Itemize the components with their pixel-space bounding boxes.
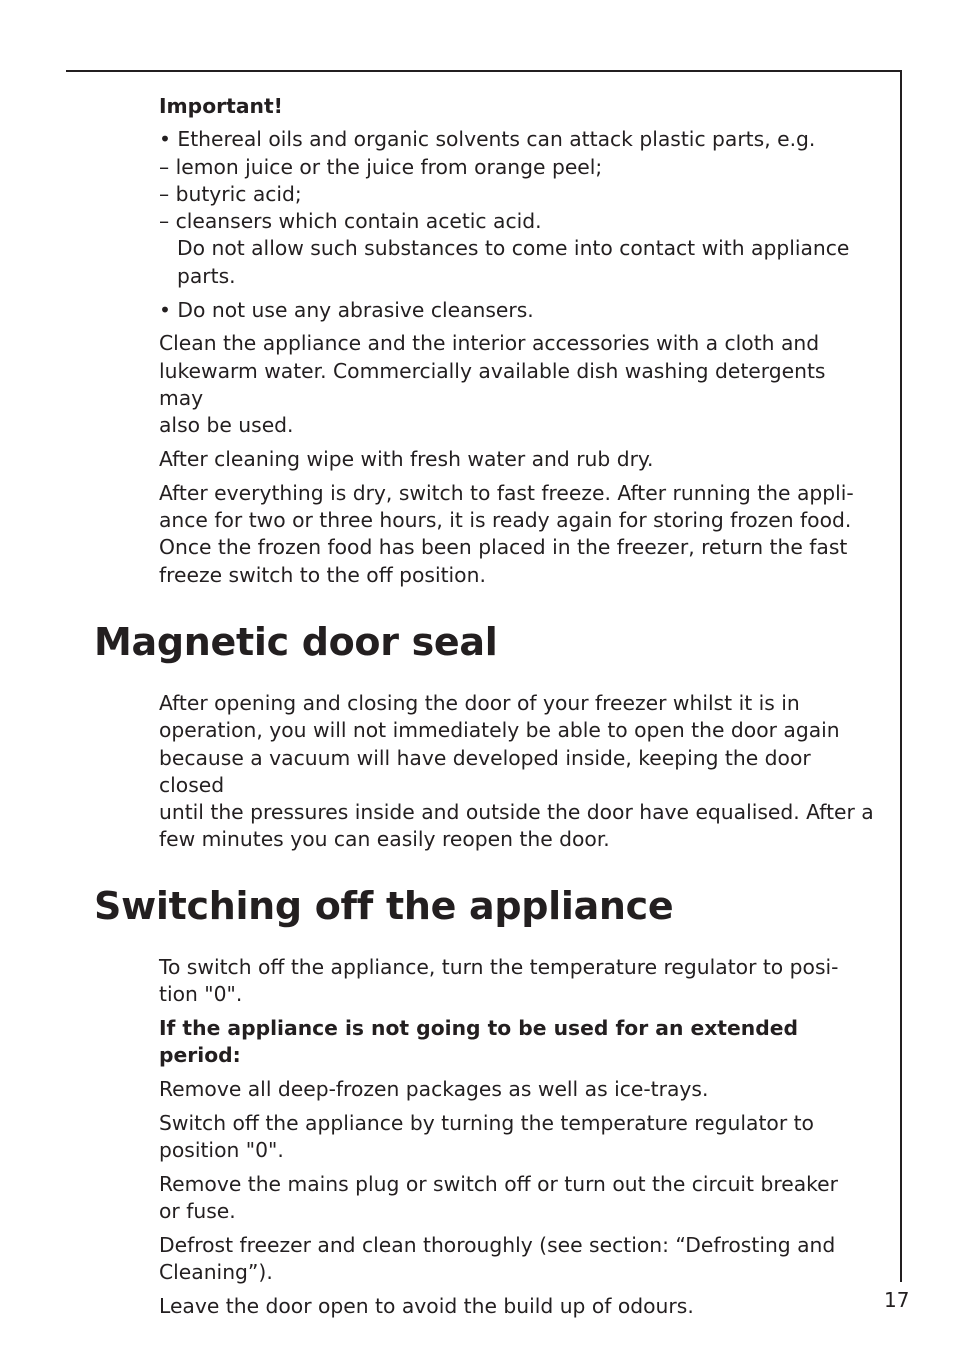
paragraph-line: until the pressures inside and outside the door have equalised. After a (159, 800, 874, 825)
switching-section (159, 954, 874, 1321)
dash-item: – butyric acid; (159, 181, 302, 206)
paragraph-line: Defrost freezer and clean thoroughly (see section: “Defrosting and (159, 1233, 836, 1258)
paragraph-line: Remove all deep-frozen packages as well as ice-trays. (159, 1077, 709, 1102)
magnetic-section (159, 690, 874, 854)
cleaning-section (159, 93, 874, 589)
paragraph-line: also be used. (159, 413, 294, 438)
page-number: 17 (884, 1288, 910, 1312)
paragraph-line: or fuse. (159, 1199, 236, 1224)
paragraph-line: operation, you will not immediately be able to open the door again (159, 718, 840, 743)
paragraph-line: Once the frozen food has been placed in the freezer, return the fast (159, 535, 848, 560)
paragraph-line: Cleaning”). (159, 1260, 273, 1285)
paragraph-line: because a vacuum will have developed inside, keeping the door closed (159, 745, 811, 797)
right-rule (900, 70, 902, 1282)
paragraph-line: After everything is dry, switch to fast freeze. After running the appli- (159, 480, 854, 505)
bullet-item: • Ethereal oils and organic solvents can attack plastic parts, e.g. (159, 127, 816, 152)
important-label: Important! (159, 94, 283, 118)
paragraph-line: To switch off the appliance, turn the temperature regulator to posi- (159, 955, 839, 979)
paragraph-line: Clean the appliance and the interior accessories with a cloth and (159, 331, 820, 356)
top-rule (66, 70, 902, 72)
paragraph-line: After cleaning wipe with fresh water and rub dry. (159, 447, 654, 472)
magnetic-heading: Magnetic door seal (94, 620, 498, 664)
paragraph-line: After opening and closing the door of your freezer whilst it is in (159, 691, 800, 715)
indented-line: parts. (177, 263, 236, 288)
indented-line: Do not allow such substances to come into contact with appliance (177, 236, 850, 261)
paragraph-line: position "0". (159, 1138, 284, 1163)
paragraph-line: Remove the mains plug or switch off or turn out the circuit breaker (159, 1172, 838, 1197)
paragraph-line: tion "0". (159, 982, 243, 1007)
paragraph-line: Leave the door open to avoid the build up of odours. (159, 1294, 694, 1319)
paragraph-line: ance for two or three hours, it is ready again for storing frozen food. (159, 508, 852, 533)
paragraph-line: freeze switch to the off position. (159, 562, 486, 587)
dash-item: – cleansers which contain acetic acid. (159, 209, 542, 234)
bold-line: If the appliance is not going to be used for an extended period: (159, 1016, 798, 1068)
dash-item: – lemon juice or the juice from orange peel; (159, 154, 603, 179)
bullet-item: • Do not use any abrasive cleansers. (159, 297, 534, 322)
switching-heading: Switching off the appliance (94, 884, 674, 928)
paragraph-line: lukewarm water. Commercially available dish washing detergents may (159, 358, 826, 410)
paragraph-line: Switch off the appliance by turning the temperature regulator to (159, 1110, 814, 1135)
paragraph-line: few minutes you can easily reopen the door. (159, 827, 610, 852)
